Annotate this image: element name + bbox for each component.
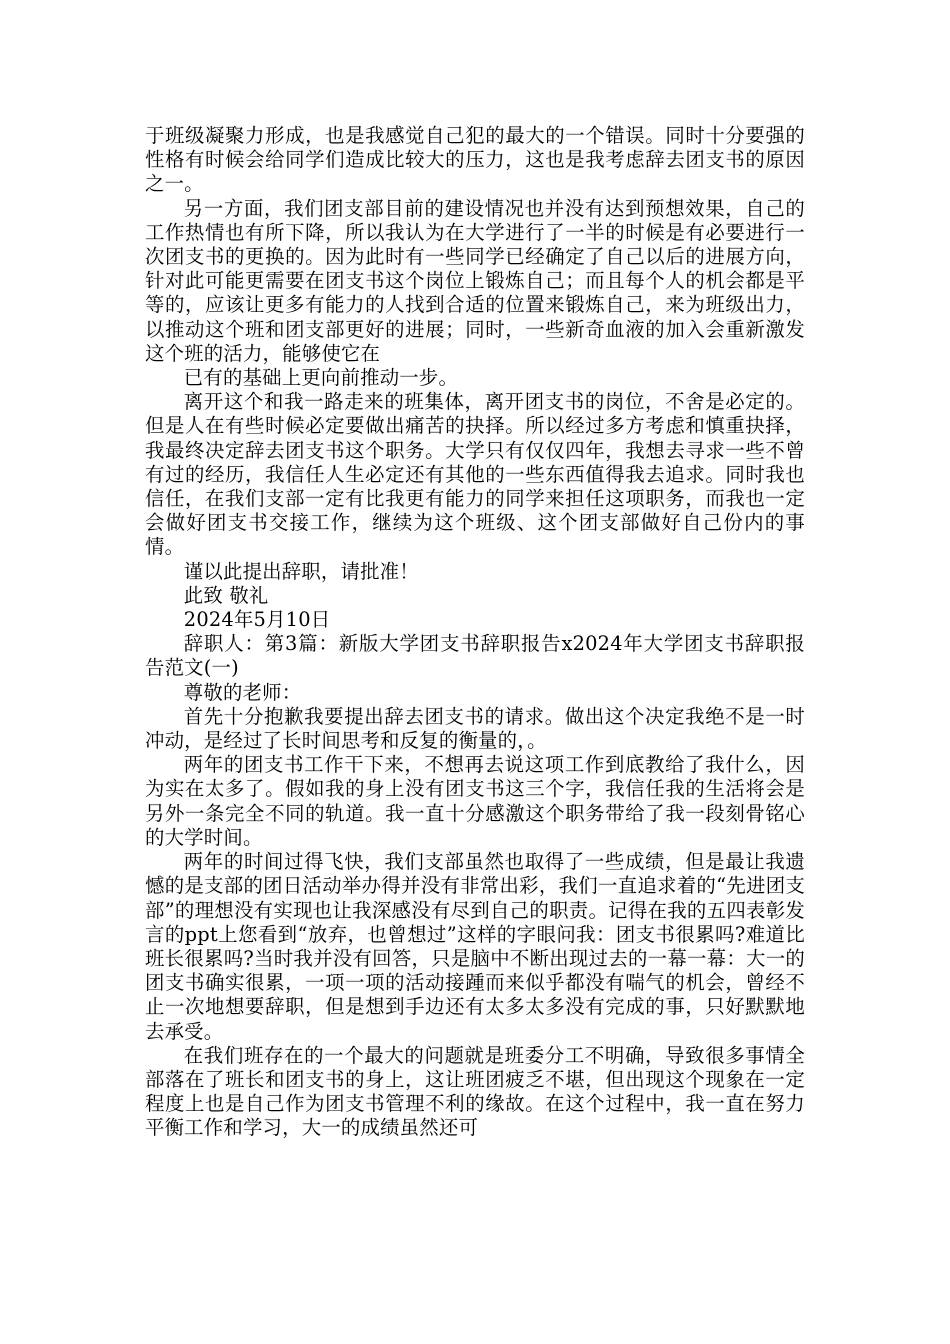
date-line: 2024年5月10日 xyxy=(183,608,331,632)
closing-request: 谨以此提出辞职，请批准！ xyxy=(183,559,419,583)
document-page xyxy=(145,124,805,1141)
paragraph: 离开这个和我一路走来的班集体，离开团支书的岗位，不舍是必定的。但是人在有些时候必定要做出痛苦的抉择。所以经过多方考虑和慎重抉择，我最终决定辞去团支书这个职务。大学只有仅仅四年，我想去寻求一些不曾有过的经历，我信任人生必定还有其他的一些东西值得我去追求。同时我也信任，在我们支部一定有比我更有能力的同学来担任这项职务，而我也一定会做好团支书交接工作，继续为这个班级、这个团支部做好自己份内的事情。 xyxy=(145,390,805,559)
paragraph: 两年的时间过得飞快，我们支部虽然也取得了一些成绩，但是最让我遗憾的是支部的团日活动举办得并没有非常出彩，我们一直追求着的“先进团支部”的理想没有实现也让我深感没有尽到自己的职责。记得在我的五四表彰发言的ppt上您看到“放弃，也曾想过”这样的字眼问我：团支书很累吗?难道比班长很累吗?当时我并没有回答，只是脑中不断出现过去的一幕一幕：大一的团支书确实很累，一项一项的活动接踵而来似乎都没有喘气的机会，曾经不止一次地想要辞职，但是想到手边还有太多太多没有完成的事，只好默默地去承受。 xyxy=(145,850,805,1043)
paragraph: 另一方面，我们团支部目前的建设情况也并没有达到预想效果，自己的工作热情也有所下降，所以我认为在大学进行了一半的时候是有必要进行一次团支书的更换的。因为此时有一些同学已经确定了自己以后的进展方向，针对此可能更需要在团支书这个岗位上锻炼自己；而且每个人的机会都是平等的，应该让更多有能力的人找到合适的位置来锻炼自己，来为班级出力，以推动这个班和团支部更好的进展；同时，一些新奇血液的加入会重新激发这个班的活力，能够使它在 xyxy=(145,196,805,365)
signature-and-section-heading: 辞职人：第3篇：新版大学团支书辞职报告x2024年大学团支书辞职报告范文(一) xyxy=(145,632,805,680)
salutation-closing: 此致 敬礼 xyxy=(183,583,269,607)
paragraph: 已有的基础上更向前推动一步。 xyxy=(183,366,459,390)
paragraph: 于班级凝聚力形成，也是我感觉自己犯的最大的一个错误。同时十分要强的性格有时候会给同学们造成比较大的压力，这也是我考虑辞去团支书的原因之一。 xyxy=(145,124,805,196)
salutation: 尊敬的老师： xyxy=(183,680,302,704)
paragraph: 两年的团支书工作干下来，不想再去说这项工作到底教给了我什么，因为实在太多了。假如我的身上没有团支书这三个字，我信任我的生活将会是另外一条完全不同的轨道。我一直十分感激这个职务带给了我一段刻骨铭心的大学时间。 xyxy=(145,753,805,849)
paragraph: 首先十分抱歉我要提出辞去团支书的请求。做出这个决定我绝不是一时冲动，是经过了长时间思考和反复的衡量的，。 xyxy=(145,704,805,753)
paragraph: 在我们班存在的一个最大的问题就是班委分工不明确，导致很多事情全部落在了班长和团支书的身上，这让班团疲乏不堪，但出现这个现象在一定程度上也是自己作为团支书管理不利的缘故。在这个过程中，我一直在努力平衡工作和学习，大一的成绩虽然还可 xyxy=(145,1043,805,1140)
